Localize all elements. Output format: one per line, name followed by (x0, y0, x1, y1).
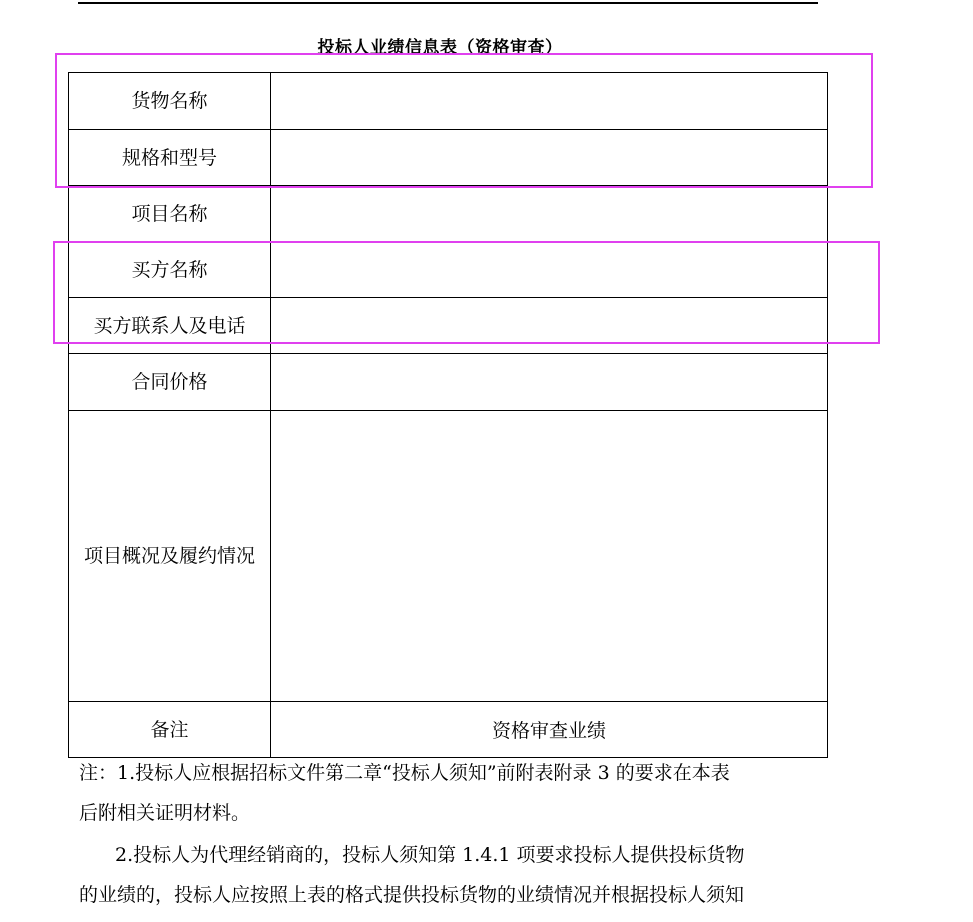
value-project-name[interactable] (271, 186, 828, 242)
table-row (69, 73, 828, 130)
page-title: 投标人业绩信息表（资格审查） (317, 38, 563, 58)
note-line-1: 注：1.投标人应根据招标文件第二章“投标人须知”前附表附录 3 的要求在本表 (79, 762, 730, 784)
label-remarks: 备注 (69, 702, 271, 758)
label-buyer-contact: 买方联系人及电话 (69, 298, 271, 354)
note-line-3: 2.投标人为代理经销商的，投标人须知第 1.4.1 项要求投标人提供投标货物 (115, 844, 745, 866)
table-row (69, 354, 828, 411)
note-line-4: 的业绩的，投标人应按照上表的格式提供投标货物的业绩情况并根据投标人须知 (79, 884, 745, 906)
label-buyer-name: 买方名称 (69, 242, 271, 298)
table-row (69, 411, 828, 702)
value-goods-name[interactable] (271, 73, 828, 130)
note-line-2: 后附相关证明材料。 (79, 802, 251, 824)
table-row (69, 702, 828, 758)
label-goods-name: 货物名称 (69, 73, 271, 130)
value-buyer-name[interactable] (271, 242, 828, 298)
value-buyer-contact[interactable] (271, 298, 828, 354)
top-rule (78, 2, 818, 4)
value-remarks: 资格审查业绩 (271, 702, 828, 758)
table-row (69, 242, 828, 298)
label-spec-model: 规格和型号 (69, 130, 271, 186)
label-contract-price: 合同价格 (69, 354, 271, 411)
performance-info-table (68, 72, 828, 758)
table-row (69, 130, 828, 186)
label-project-overview: 项目概况及履约情况 (83, 545, 255, 567)
value-spec-model[interactable] (271, 130, 828, 186)
value-contract-price[interactable] (271, 354, 828, 411)
value-project-overview[interactable] (271, 411, 828, 702)
table-row (69, 186, 828, 242)
label-project-name: 项目名称 (69, 186, 271, 242)
table-row (69, 298, 828, 354)
